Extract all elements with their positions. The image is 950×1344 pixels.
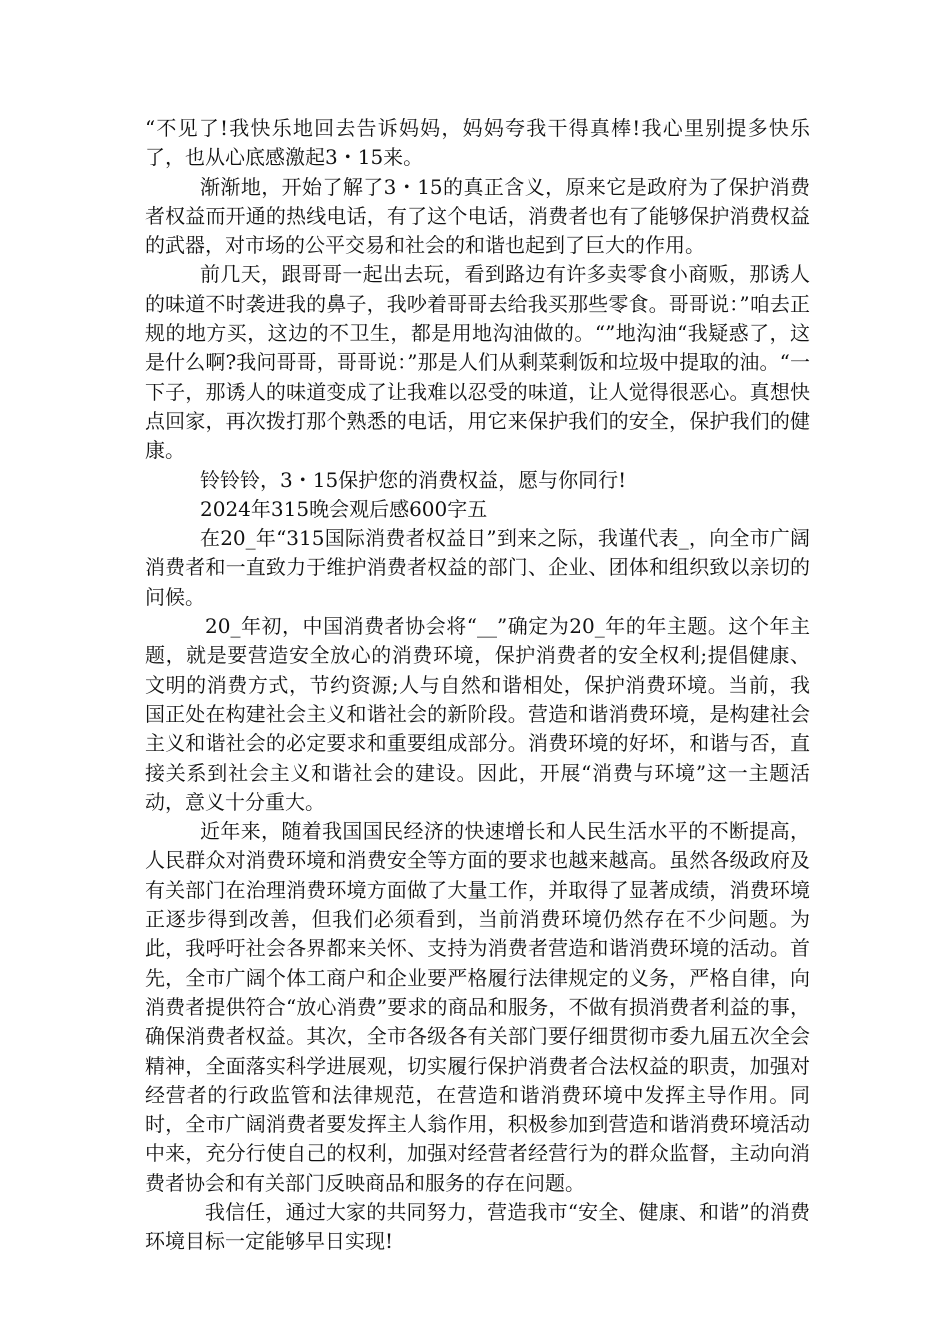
paragraph-6: 20_年初，中国消费者协会将“__”确定为20_年的年主题。这个年主题，就是要营造安全放心的消费环境，保护消费者的安全权利;提倡健康、文明的消费方式，节约资源;人与自然和谐相处，保护消费环境。当前，我国正处在构建社会主义和谐社会的新阶段。营造和谐消费环境，是构建社会主义和谐社会的必定要求和重要组成部分。消费环境的好坏，和谐与否，直接关系到社会主义和谐社会的建设。因此，开展“消费与环境”这一主题活动，意义十分重大。	[145, 614, 810, 814]
paragraph-8: 我信任，通过大家的共同努力，营造我市“安全、健康、和谐”的消费环境目标一定能够早日实现!	[145, 1199, 810, 1254]
section-heading: 2024年315晚会观后感600字五	[200, 496, 488, 521]
document-body	[145, 114, 810, 1257]
paragraph-7: 近年来，随着我国国民经济的快速增长和人民生活水平的不断提高，人民群众对消费环境和消费安全等方面的要求也越来越高。虽然各级政府及有关部门在治理消费环境方面做了大量工作，并取得了显著成绩，消费环境正逐步得到改善，但我们必须看到，当前消费环境仍然存在不少问题。为此，我呼吁社会各界都来关怀、支持为消费者营造和谐消费环境的活动。首先，全市广阔个体工商户和企业要严格履行法律规定的义务，严格自律，向消费者提供符合“放心消费”要求的商品和服务，不做有损消费者利益的事，确保消费者权益。其次，全市各级各有关部门要仔细贯彻市委九届五次全会精神，全面落实科学进展观，切实履行保护消费者合法权益的职责，加强对经营者的行政监管和法律规范，在营造和谐消费环境中发挥主导作用。同时，全市广阔消费者要发挥主人翁作用，积极参加到营造和谐消费环境活动中来，充分行使自己的权利，加强对经营者经营行为的群众监督，主动向消费者协会和有关部门反映商品和服务的存在问题。	[145, 819, 810, 1195]
paragraph-3: 前几天，跟哥哥一起出去玩，看到路边有许多卖零食小商贩，那诱人的味道不时袭进我的鼻子，我吵着哥哥去给我买那些零食。哥哥说：”咱去正规的地方买，这边的不卫生，都是用地沟油做的。“”地沟油“我疑惑了，这是什么啊?我问哥哥，哥哥说：”那是人们从剩菜剩饭和垃圾中提取的油。“一下子，那诱人的味道变成了让我难以忍受的味道，让人觉得很恶心。真想快点回家，再次拨打那个熟悉的电话，用它来保护我们的安全，保护我们的健康。	[145, 262, 810, 463]
paragraph-5: 在20_年“315国际消费者权益日”到来之际，我谨代表_，向全市广阔消费者和一直致力于维护消费者权益的部门、企业、团体和组织致以亲切的问候。	[145, 526, 810, 609]
paragraph-4: 铃铃铃，3・15保护您的消费权益，愿与你同行!	[200, 467, 627, 492]
paragraph-1: “不见了!我快乐地回去告诉妈妈，妈妈夸我干得真棒!我心里别提多快乐了，也从心底感激起3・15来。	[145, 116, 810, 170]
paragraph-2: 渐渐地，开始了解了3・15的真正含义，原来它是政府为了保护消费者权益而开通的热线电话，有了这个电话，消费者也有了能够保护消费权益的武器，对市场的公平交易和社会的和谐也起到了巨大的作用。	[145, 174, 810, 258]
